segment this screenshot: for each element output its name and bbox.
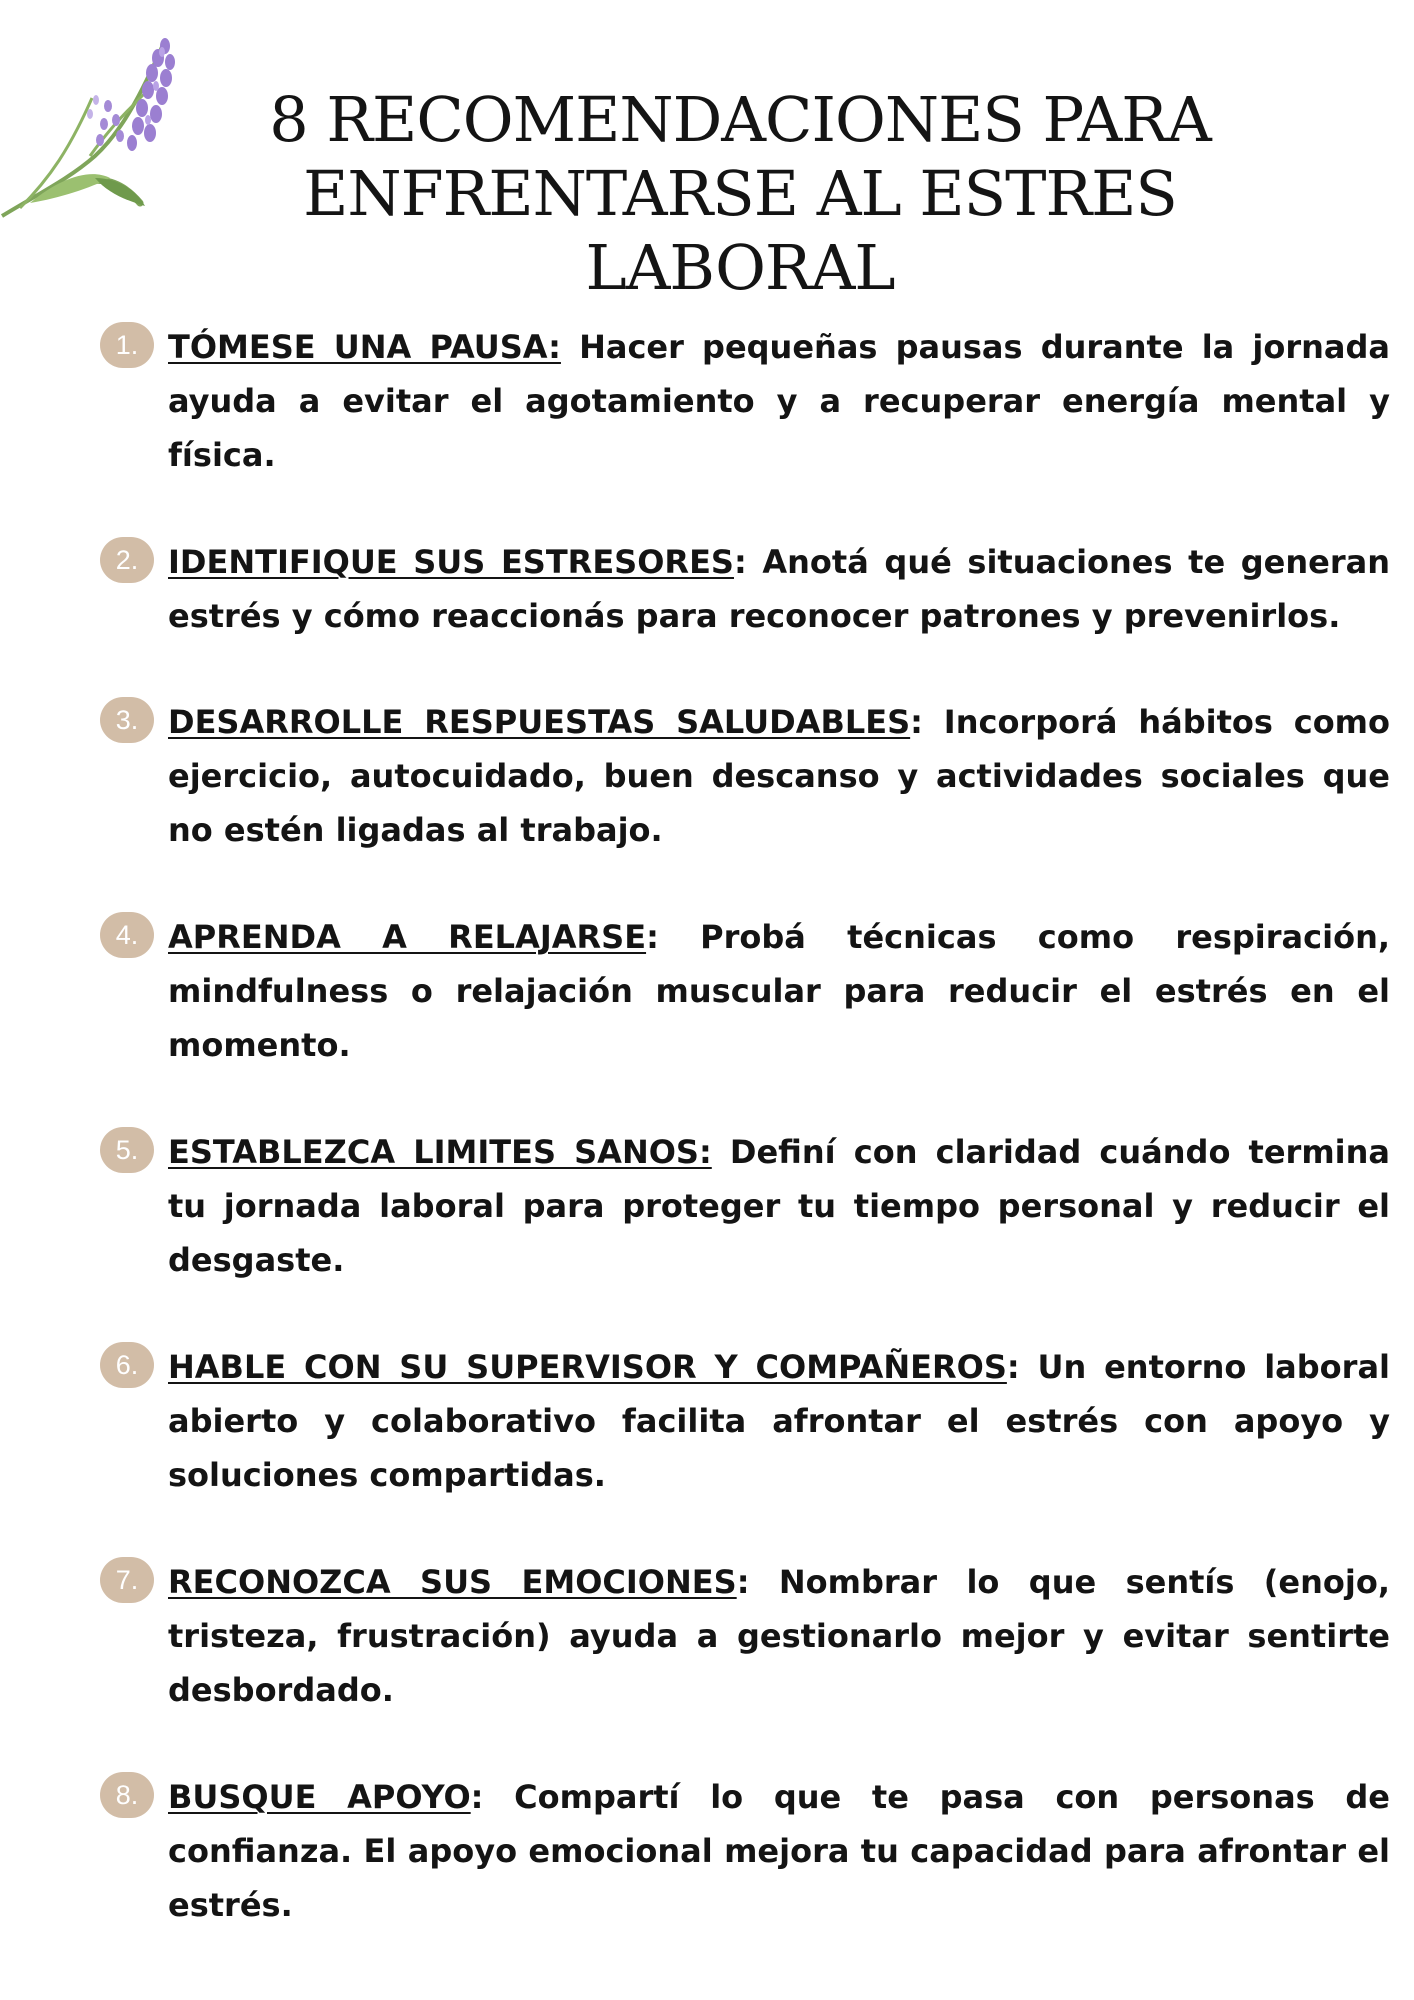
item-number-badge: 4.	[100, 912, 154, 958]
item-body: Hacer pequeñas pausas durante la jornada ayuda a evitar el agotamiento y a recuperar energía mental y física.	[168, 328, 1391, 474]
item-text	[168, 1770, 1390, 1932]
item-body: : Incorporá hábitos como ejercicio, autocuidado, buen descanso y actividades sociales que no estén ligadas al trabajo.	[168, 703, 1391, 849]
item-body: : Nombrar lo que sentís (enojo, tristeza, frustración) ayuda a gestionarlo mejor y evitar sentirte desbordado.	[168, 1563, 1391, 1709]
item-text	[168, 910, 1390, 1072]
item-heading: APRENDA A RELAJARSE	[168, 918, 647, 956]
item-heading: RECONOZCA SUS EMOCIONES	[168, 1563, 737, 1601]
item-number-badge: 6.	[100, 1342, 154, 1388]
item-text	[168, 1555, 1390, 1717]
item-number-badge: 8.	[100, 1772, 154, 1818]
item-text	[168, 695, 1390, 857]
item-heading: TÓMESE UNA PAUSA:	[168, 328, 561, 366]
item-text	[168, 535, 1390, 643]
item-number-badge: 2.	[100, 537, 154, 583]
item-number-badge: 7.	[100, 1557, 154, 1603]
item-body: : Compartí lo que te pasa con personas de confianza. El apoyo emocional mejora tu capacidad para afrontar el estrés.	[168, 1778, 1390, 1924]
title-line-2: ENFRENTARSE AL ESTRES LABORAL	[303, 157, 1177, 305]
item-heading: IDENTIFIQUE SUS ESTRESORES	[168, 543, 734, 581]
item-body: : Un entorno laboral abierto y colaborativo facilita afrontar el estrés con apoyo y soluciones compartidas.	[168, 1348, 1391, 1494]
item-heading: BUSQUE APOYO	[168, 1778, 471, 1816]
item-heading: ESTABLEZCA LIMITES SANOS:	[168, 1133, 712, 1171]
item-body: : Probá técnicas como respiración, mindfulness o relajación muscular para reducir el estrés en el momento.	[168, 918, 1391, 1064]
item-number-badge: 5.	[100, 1127, 154, 1173]
item-text	[168, 1125, 1390, 1287]
page-title	[150, 83, 1330, 305]
item-heading: DESARROLLE RESPUESTAS SALUDABLES	[168, 703, 911, 741]
item-body: Definí con claridad cuándo termina tu jornada laboral para proteger tu tiempo personal y reducir el desgaste.	[168, 1133, 1391, 1279]
item-number-badge: 1.	[100, 322, 154, 368]
item-number-badge: 3.	[100, 697, 154, 743]
item-text	[168, 320, 1390, 482]
item-body: : Anotá qué situaciones te generan estrés y cómo reaccionás para reconocer patrones y prevenirlos.	[168, 543, 1391, 635]
title-line-1: 8 RECOMENDACIONES PARA	[269, 83, 1211, 157]
item-text	[168, 1340, 1390, 1502]
item-heading: HABLE CON SU SUPERVISOR Y COMPAÑEROS	[168, 1348, 1007, 1386]
